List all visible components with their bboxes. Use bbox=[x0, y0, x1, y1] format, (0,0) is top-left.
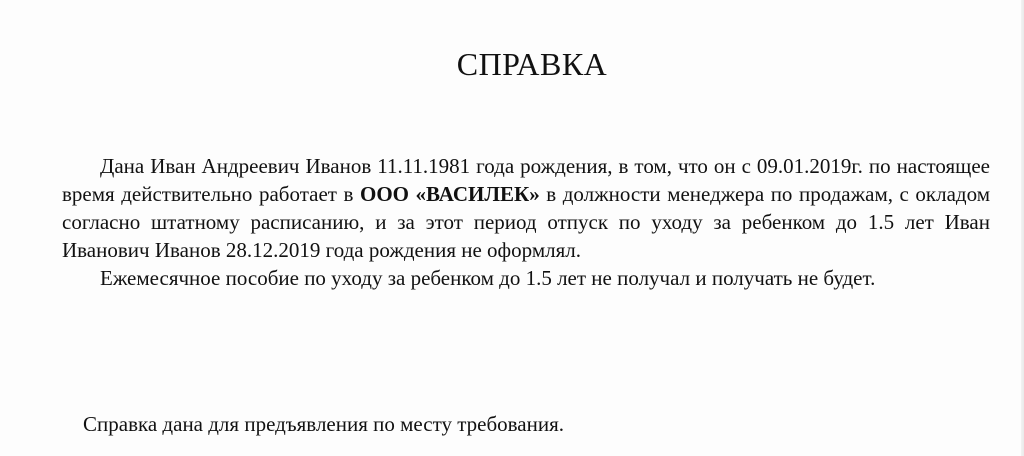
paragraph-employment bbox=[62, 152, 990, 264]
document-title: СПРАВКА bbox=[456, 46, 608, 82]
document-body bbox=[62, 152, 990, 292]
document-footer: Справка дана для предъявления по месту требования. bbox=[83, 412, 565, 436]
paragraph-employment-part2: в должности менеджера по продажам, с окладом согласно штатному расписанию, и за этот период отпуск по уходу за ребенком до 1.5 лет Иван Иванович Иванов 28.12.2019 года рождения не оформлял. bbox=[62, 182, 990, 262]
company-name: ООО «ВАСИЛЕК» bbox=[359, 182, 540, 206]
paragraph-allowance: Ежемесячное пособие по уходу за ребенком до 1.5 лет не получал и получать не будет. bbox=[100, 266, 876, 290]
paragraph-employment-part1: Дана Иван Андреевич Иванов 11.11.1981 года рождения, в том, что он с 09.01.2019г. по настоящее время действительно работает в bbox=[62, 154, 990, 206]
